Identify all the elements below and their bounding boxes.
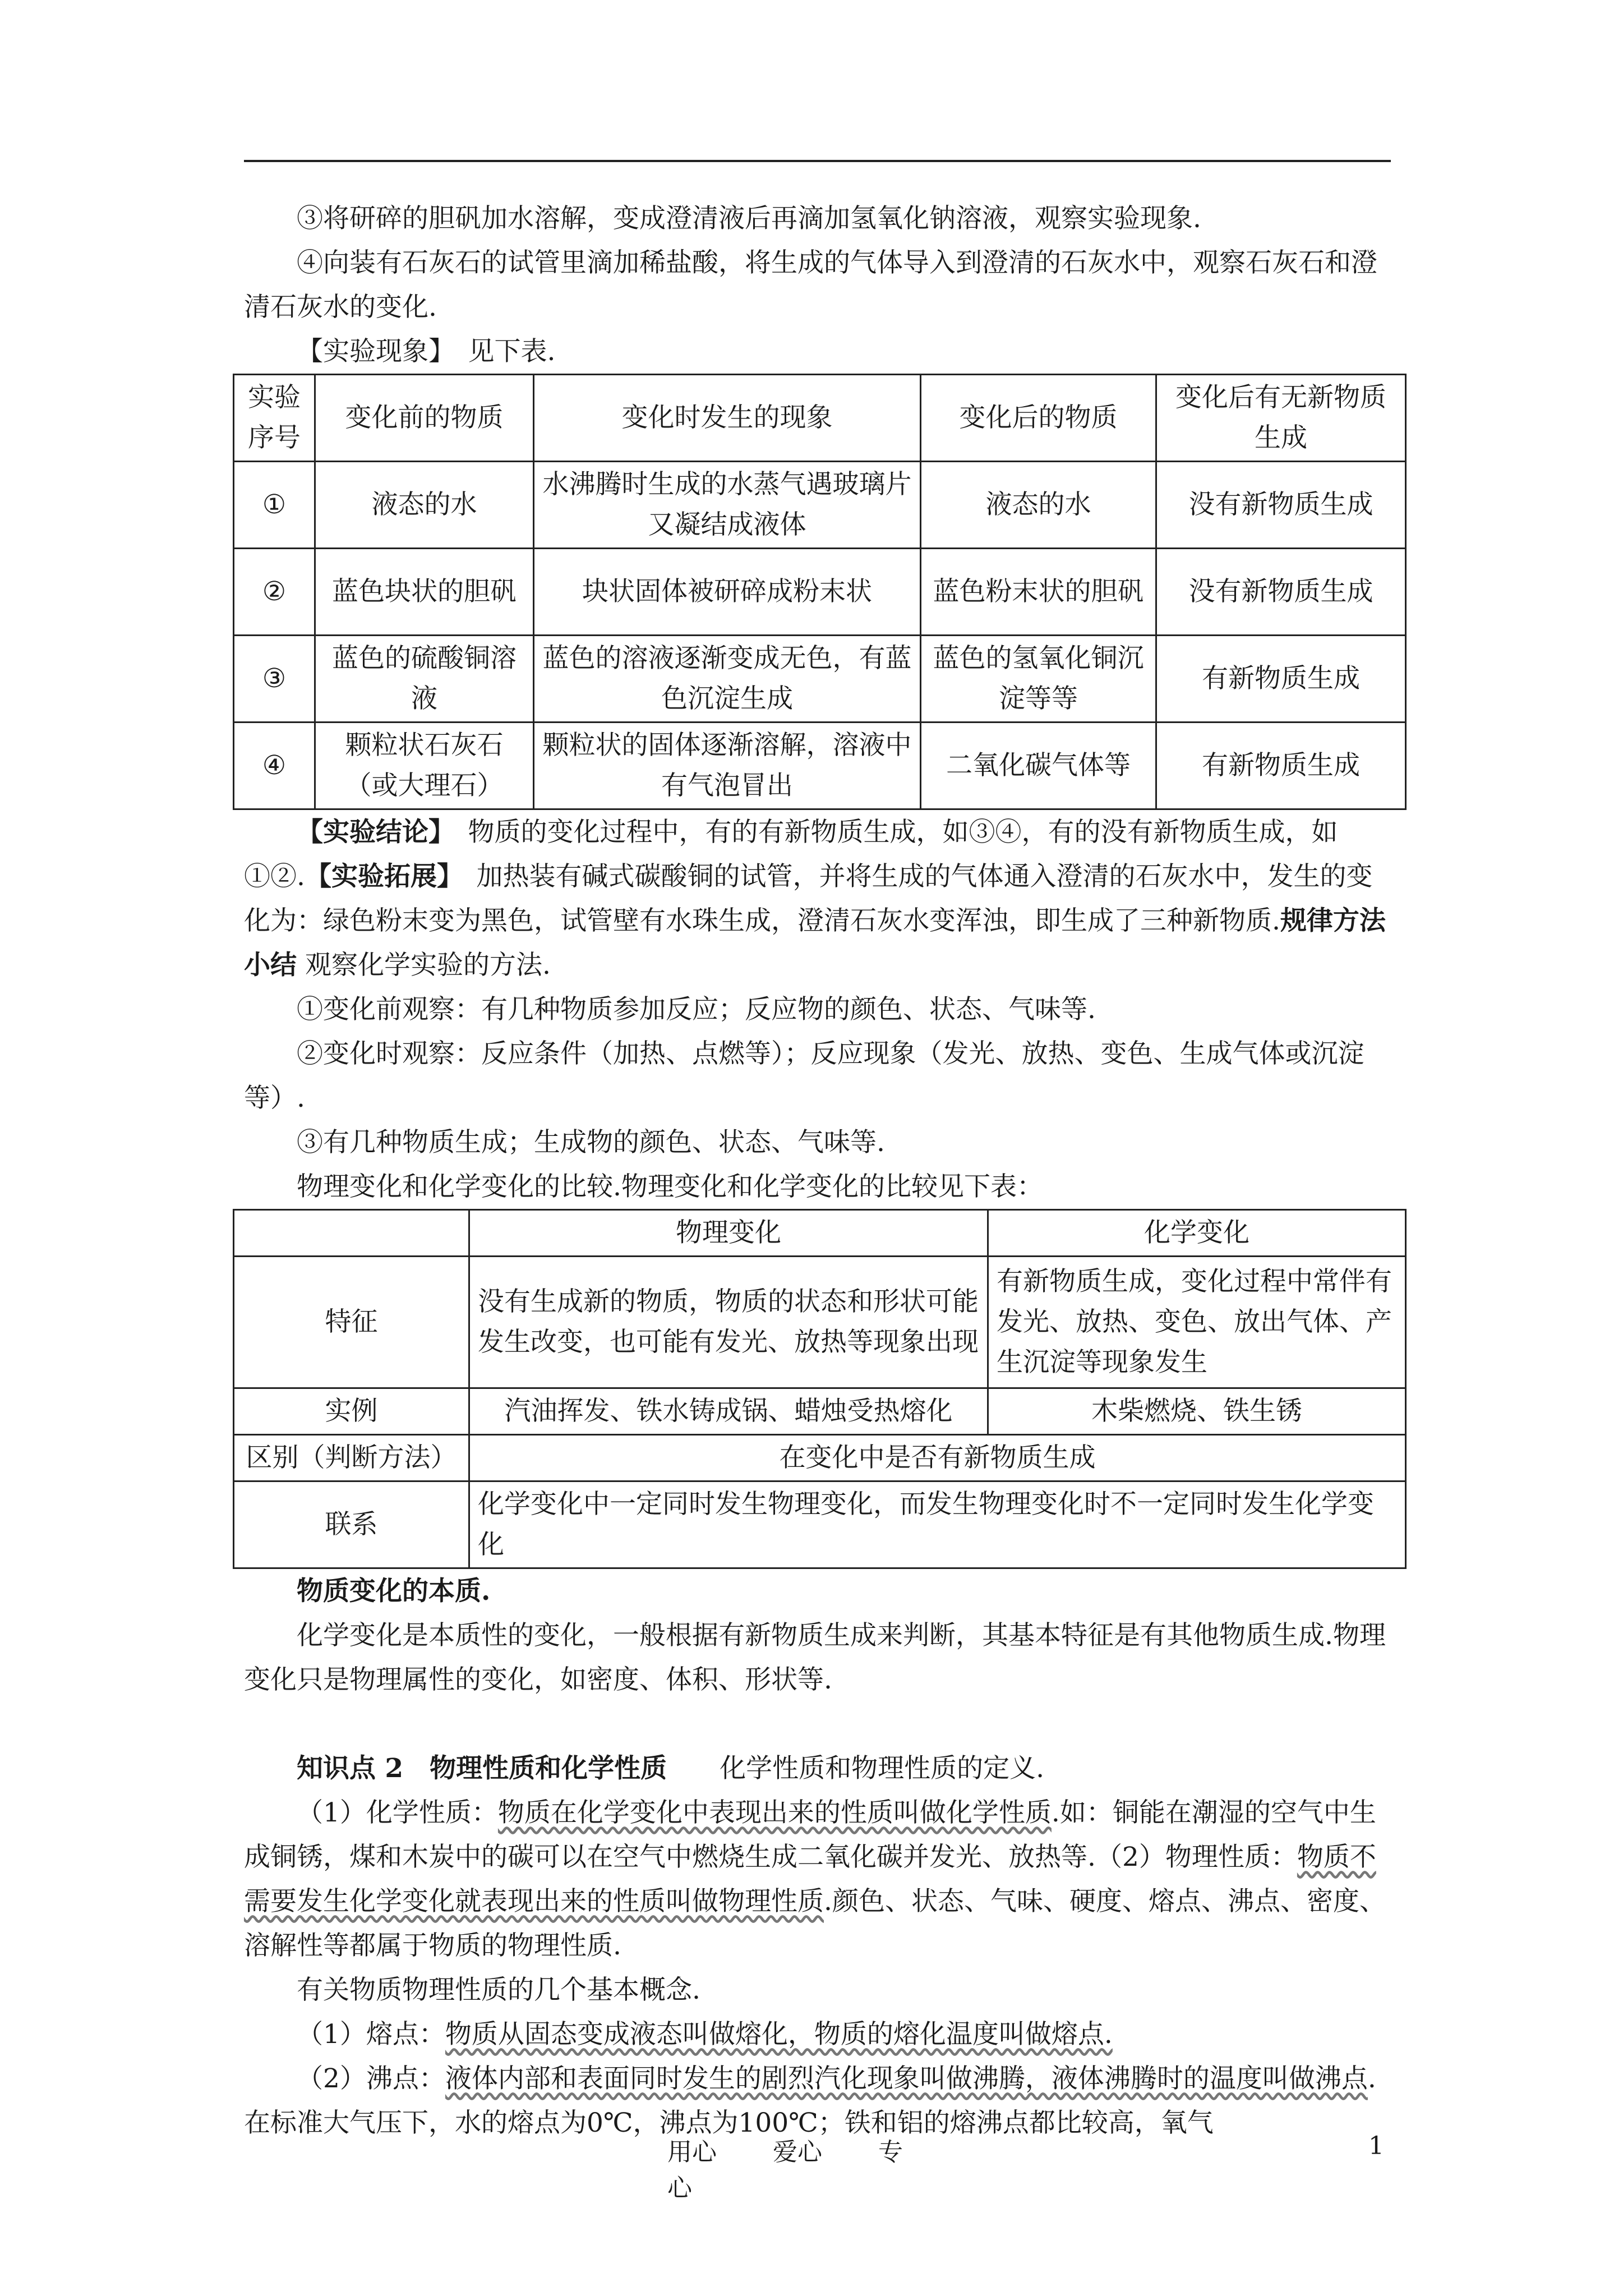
table-cell: 化学变化中一定同时发生物理变化，而发生物理变化时不一定同时发生化学变化 — [469, 1481, 1406, 1568]
underlined-definition: 物质在化学变化中表现出来的性质叫做化学性质 — [497, 1797, 1052, 1828]
table-cell: 没有新物质生成 — [1156, 549, 1406, 636]
table-row — [234, 1257, 1406, 1388]
row-label: 特征 — [234, 1257, 469, 1388]
paragraph: 【实验现象】 见下表. — [297, 336, 556, 367]
table-cell: 蓝色块状的胆矾 — [315, 549, 534, 636]
table-cell: ① — [234, 462, 315, 549]
table-header-cell: 变化后的物质 — [921, 375, 1156, 462]
table-row — [234, 1388, 1406, 1435]
row-label: 联系 — [234, 1481, 469, 1568]
phenomenon-label: 【实验现象】 — [297, 336, 442, 367]
table-header-cell: 变化后有无新物质生成 — [1156, 375, 1406, 462]
table-row — [234, 1435, 1406, 1481]
table-row — [234, 462, 1406, 549]
table-cell: 块状固体被研碎成粉末状 — [534, 549, 921, 636]
table-header-cell: 物理变化 — [469, 1210, 988, 1257]
paragraph: 知识点 2 物理性质和化学性质 化学性质和物理性质的定义. — [297, 1753, 1045, 1784]
table-row — [234, 549, 1406, 636]
paragraph: （2）沸点：液体内部和表面同时发生的剧烈汽化现象叫做沸腾，液体沸腾时的温度叫做沸点.在标准大气压下，水的熔点为0℃，沸点为100℃；铁和铝的熔沸点都比较高，氧气 — [244, 2063, 1376, 2138]
spacer — [244, 1702, 1391, 1746]
table-cell: ④ — [234, 723, 315, 809]
table-header-cell: 变化时发生的现象 — [534, 375, 921, 462]
paragraph: ③有几种物质生成；生成物的颜色、状态、气味等. — [297, 1127, 885, 1158]
paragraph: （1）化学性质：物质在化学变化中表现出来的性质叫做化学性质.如：铜能在潮湿的空气中生成铜锈，煤和木炭中的碳可以在空气中燃烧生成二氧化碳并发光、放热等.（2）物理性质：物质不需要发生化学变化就表现出来的性质叫做物理性质.颜色、状态、气味、硬度、熔点、沸点、密度、溶解性等都属于物质的物理性质. — [244, 1797, 1386, 1961]
table-cell: 蓝色粉末状的胆矾 — [921, 549, 1156, 636]
table-cell: 有新物质生成 — [1156, 723, 1406, 809]
table-cell: 液态的水 — [315, 462, 534, 549]
table-cell: 没有新物质生成 — [1156, 462, 1406, 549]
table-cell: 有新物质生成，变化过程中常伴有发光、放热、变色、放出气体、产生沉淀等现象发生 — [988, 1257, 1406, 1388]
paragraph: ③将研碎的胆矾加水溶解，变成澄清液后再滴加氢氧化钠溶液，观察实验现象. — [297, 203, 1201, 234]
underlined-definition: 物质不需要发生化学变化就表现出来的性质叫做物理性质 — [244, 1842, 1376, 1917]
table-cell: 蓝色的氢氧化铜沉淀等等 — [921, 636, 1156, 723]
header-rule — [244, 160, 1391, 162]
table-cell: 颗粒状石灰石（或大理石） — [315, 723, 534, 809]
table-cell: 有新物质生成 — [1156, 636, 1406, 723]
kp2-label: 知识点 2 物理性质和化学性质 — [297, 1753, 667, 1784]
table-header-cell — [234, 1210, 469, 1257]
page-number: 1 — [1368, 2132, 1384, 2160]
paragraph: ②变化时观察：反应条件（加热、点燃等）；反应现象（发光、放热、变色、生成气体或沉淀等）. — [244, 1038, 1364, 1114]
table-row — [234, 723, 1406, 809]
table-header-row — [234, 375, 1406, 462]
footer-motto: 用心 爱心 专心 — [667, 2138, 903, 2202]
underlined-definition: 液体内部和表面同时发生的剧烈汽化现象叫做沸腾，液体沸腾时的温度叫做沸点 — [445, 2063, 1368, 2094]
table-cell: 液态的水 — [921, 462, 1156, 549]
table-header-row — [234, 1210, 1406, 1257]
section-heading: 物质变化的本质. — [297, 1576, 491, 1607]
underlined-definition: 物质从固态变成液态叫做熔化，物质的熔化温度叫做熔点. — [445, 2019, 1113, 2050]
paragraph: 【实验结论】 物质的变化过程中，有的有新物质生成，如③④，有的没有新物质生成，如①②.【实验拓展】 加热装有碱式碳酸铜的试管，并将生成的气体通入澄清的石灰水中，发生的变化为：绿色粉末变为黑色，试管壁有水珠生成，澄清石灰水变浑浊，即生成了三种新物质.规律方法小结 观察化学实验的方法. — [244, 817, 1386, 981]
table-cell: 蓝色的硫酸铜溶液 — [315, 636, 534, 723]
table-row — [234, 636, 1406, 723]
table-header-cell: 实验序号 — [234, 375, 315, 462]
table-cell: 颗粒状的固体逐渐溶解，溶液中有气泡冒出 — [534, 723, 921, 809]
table-cell: 汽油挥发、铁水铸成锅、蜡烛受热熔化 — [469, 1388, 988, 1435]
expand-label: 【实验拓展】 — [305, 861, 450, 892]
table-cell: 木柴燃烧、铁生锈 — [988, 1388, 1406, 1435]
table-cell: 蓝色的溶液逐渐变成无色，有蓝色沉淀生成 — [534, 636, 921, 723]
experiment-table — [233, 374, 1407, 810]
table-cell: ② — [234, 549, 315, 636]
table-cell: ③ — [234, 636, 315, 723]
table-row — [234, 1481, 1406, 1568]
conclusion-label: 【实验结论】 — [297, 817, 442, 848]
paragraph: （1）熔点：物质从固态变成液态叫做熔化，物质的熔化温度叫做熔点. — [297, 2019, 1113, 2050]
table-header-cell: 变化前的物质 — [315, 375, 534, 462]
page-content — [244, 196, 1391, 2145]
paragraph: ④向装有石灰石的试管里滴加稀盐酸，将生成的气体导入到澄清的石灰水中，观察石灰石和澄清石灰水的变化. — [244, 247, 1377, 323]
comparison-table — [233, 1209, 1407, 1569]
paragraph: 物理变化和化学变化的比较.物理变化和化学变化的比较见下表： — [297, 1171, 1043, 1202]
table-header-cell: 化学变化 — [988, 1210, 1406, 1257]
paragraph: ①变化前观察：有几种物质参加反应；反应物的颜色、状态、气味等. — [297, 994, 1096, 1025]
row-label: 区别（判断方法） — [234, 1435, 469, 1481]
paragraph: 有关物质物理性质的几个基本概念. — [297, 1975, 700, 2005]
paragraph: 化学变化是本质性的变化，一般根据有新物质生成来判断，其基本特征是有其他物质生成.物理变化只是物理属性的变化，如密度、体积、形状等. — [244, 1620, 1386, 1695]
table-cell: 水沸腾时生成的水蒸气遇玻璃片又凝结成液体 — [534, 462, 921, 549]
table-cell: 二氧化碳气体等 — [921, 723, 1156, 809]
table-cell: 没有生成新的物质，物质的状态和形状可能发生改变，也可能有发光、放热等现象出现 — [469, 1257, 988, 1388]
method-label: 规律方法小结 — [244, 905, 1386, 981]
row-label: 实例 — [234, 1388, 469, 1435]
table-cell: 在变化中是否有新物质生成 — [469, 1435, 1406, 1481]
